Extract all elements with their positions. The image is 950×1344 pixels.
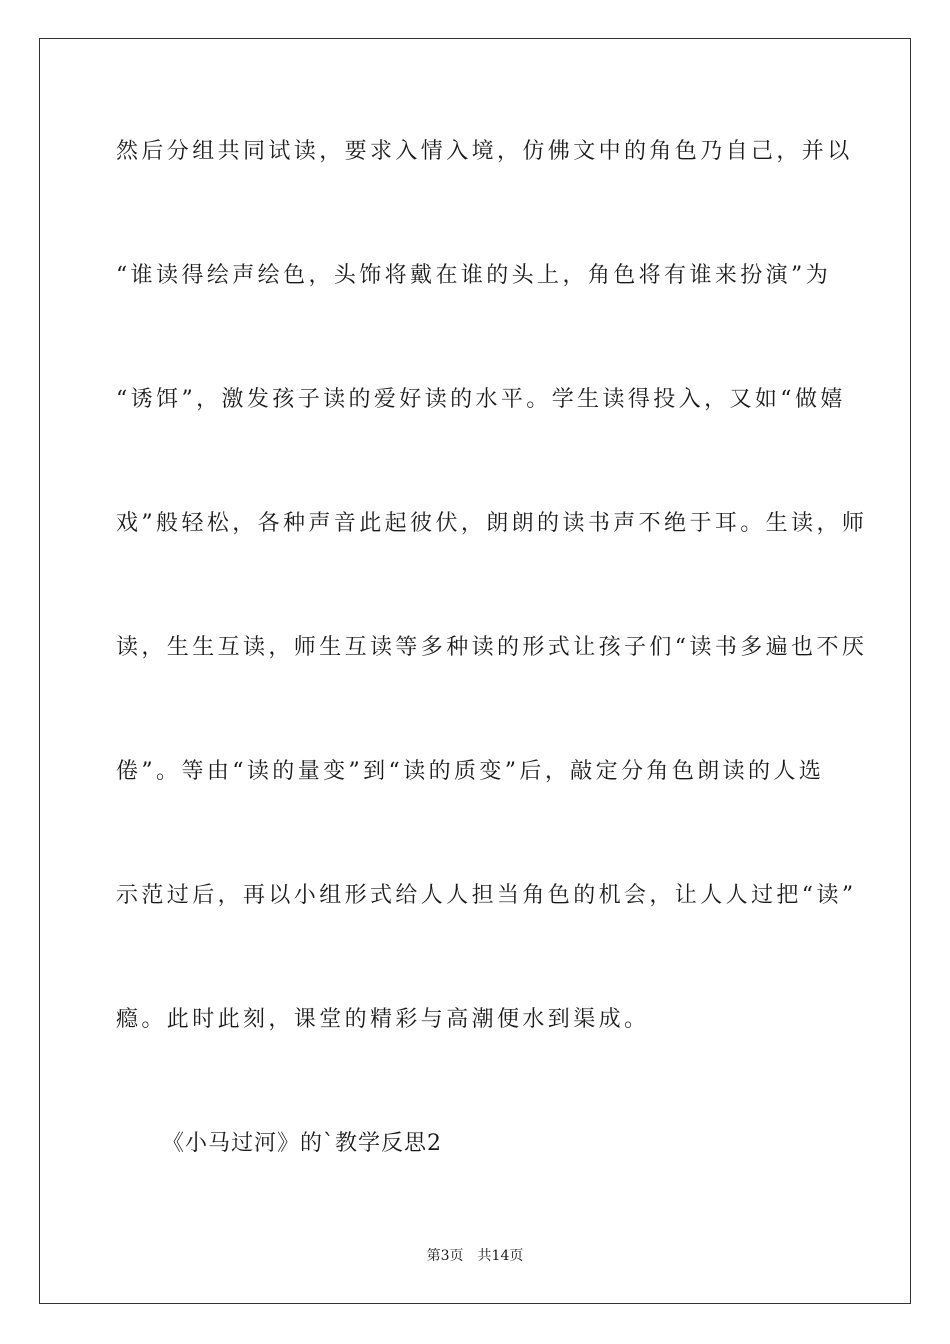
body-line-8: 瘾。此时此刻，课堂的精彩与高潮便水到渠成。	[116, 1007, 650, 1032]
section-heading: 《小马过河》的`教学反思2	[162, 1131, 442, 1156]
body-line-2: “谁读得绘声绘色，头饰将戴在谁的头上，角色将有谁来扮演”为	[116, 263, 832, 288]
page-number: 第3页	[426, 1248, 464, 1264]
body-line-3: “诱饵”，激发孩子读的爱好读的水平。学生读得投入，又如“做嬉	[116, 387, 846, 412]
body-line-7: 示范过后，再以小组形式给人人担当角色的机会，让人人过把“读”	[116, 883, 857, 908]
body-line-6: 倦”。等由“读的量变”到“读的质变”后，敲定分角色朗读的人选	[116, 759, 825, 784]
body-line-5: 读，生生互读，师生互读等多种读的形式让孩子们“读书多遍也不厌	[116, 635, 868, 660]
body-line-4: 戏”般轻松，各种声音此起彼伏，朗朗的读书声不绝于耳。生读，师	[116, 511, 868, 536]
body-line-1: 然后分组共同试读，要求入情入境，仿佛文中的角色乃自己，并以	[116, 139, 853, 164]
page-border	[39, 38, 911, 1304]
page-total: 共14页	[477, 1248, 524, 1264]
page-footer	[0, 1247, 950, 1265]
